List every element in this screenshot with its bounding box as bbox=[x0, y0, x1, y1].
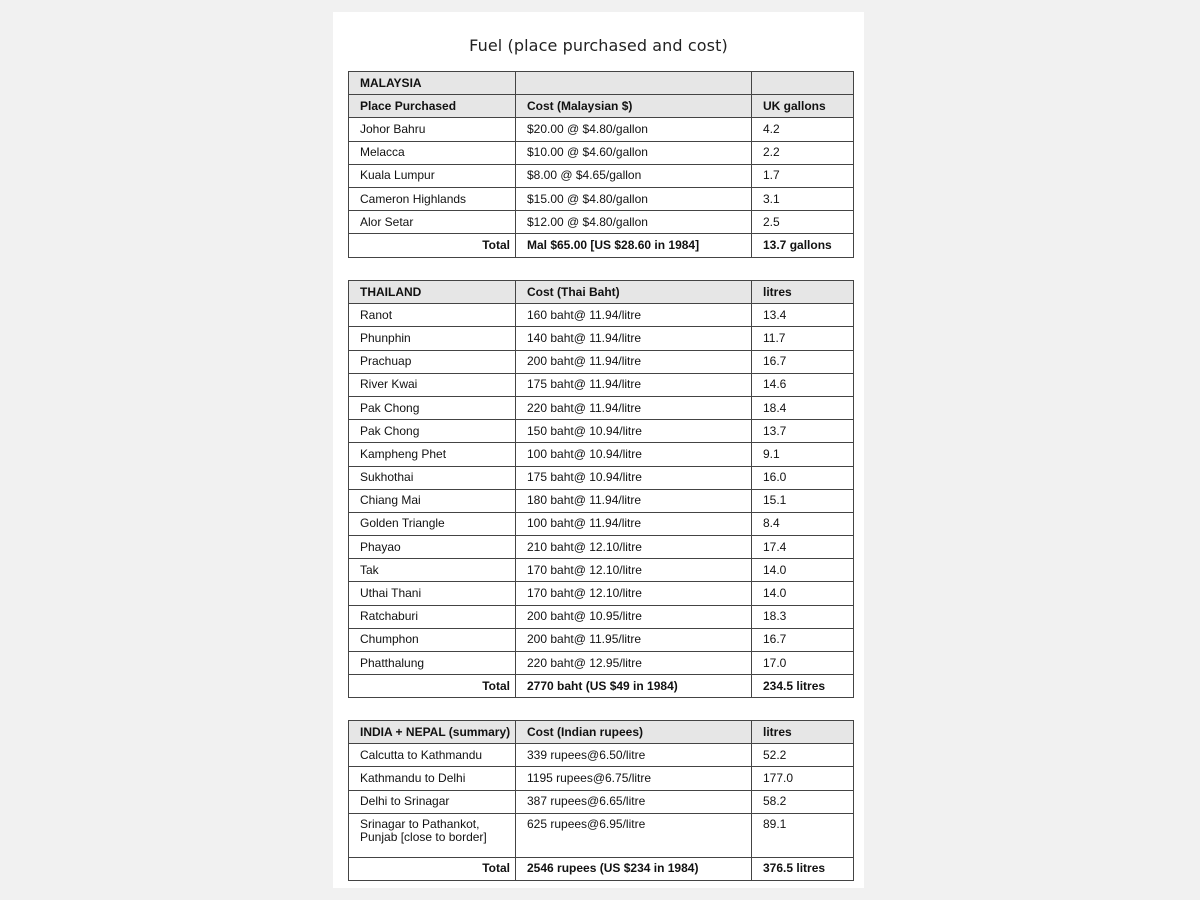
thailand-rows bbox=[349, 304, 854, 675]
place-cell: Calcutta to Kathmandu bbox=[349, 744, 516, 767]
cost-cell: 339 rupees@6.50/litre bbox=[516, 744, 752, 767]
table-row bbox=[349, 350, 854, 373]
volume-cell: 89.1 bbox=[752, 813, 854, 857]
column-header-region: INDIA + NEPAL (summary) bbox=[349, 721, 516, 744]
volume-cell: 1.7 bbox=[752, 164, 854, 187]
cost-cell: 100 baht@ 10.94/litre bbox=[516, 443, 752, 466]
table-row bbox=[349, 396, 854, 419]
total-cost: 2770 baht (US $49 in 1984) bbox=[516, 675, 752, 698]
cost-cell: 170 baht@ 12.10/litre bbox=[516, 582, 752, 605]
cost-cell: 100 baht@ 11.94/litre bbox=[516, 512, 752, 535]
place-cell: Pak Chong bbox=[349, 396, 516, 419]
cost-cell: 175 baht@ 10.94/litre bbox=[516, 466, 752, 489]
cost-cell: $10.00 @ $4.60/gallon bbox=[516, 141, 752, 164]
cost-cell: $8.00 @ $4.65/gallon bbox=[516, 164, 752, 187]
table-row bbox=[349, 489, 854, 512]
cost-cell: 200 baht@ 10.95/litre bbox=[516, 605, 752, 628]
table-row bbox=[349, 466, 854, 489]
place-cell: Kathmandu to Delhi bbox=[349, 767, 516, 790]
total-label: Total bbox=[349, 234, 516, 257]
place-cell: Alor Setar bbox=[349, 211, 516, 234]
table-row bbox=[349, 744, 854, 767]
thailand-header-body bbox=[349, 281, 854, 304]
column-header-volume: UK gallons bbox=[752, 95, 854, 118]
india-nepal-header-body bbox=[349, 721, 854, 744]
volume-cell: 17.0 bbox=[752, 652, 854, 675]
cost-cell: 170 baht@ 12.10/litre bbox=[516, 559, 752, 582]
place-cell: Ranot bbox=[349, 304, 516, 327]
cost-cell: 220 baht@ 12.95/litre bbox=[516, 652, 752, 675]
volume-cell: 14.0 bbox=[752, 582, 854, 605]
place-cell: Srinagar to Pathankot, Punjab [close to border] bbox=[349, 813, 516, 857]
column-header-cost: Cost (Indian rupees) bbox=[516, 721, 752, 744]
table-row bbox=[349, 211, 854, 234]
column-header-volume: litres bbox=[752, 281, 854, 304]
volume-cell: 16.0 bbox=[752, 466, 854, 489]
malaysia-header-row bbox=[349, 95, 854, 118]
table-row bbox=[349, 443, 854, 466]
total-volume: 234.5 litres bbox=[752, 675, 854, 698]
region-label: MALAYSIA bbox=[349, 72, 516, 95]
place-cell: Chumphon bbox=[349, 628, 516, 651]
cost-cell: 625 rupees@6.95/litre bbox=[516, 813, 752, 857]
place-cell: Kuala Lumpur bbox=[349, 164, 516, 187]
place-cell: Sukhothai bbox=[349, 466, 516, 489]
volume-cell: 4.2 bbox=[752, 118, 854, 141]
volume-cell: 18.4 bbox=[752, 396, 854, 419]
volume-cell: 11.7 bbox=[752, 327, 854, 350]
volume-cell: 15.1 bbox=[752, 489, 854, 512]
place-cell: Phayao bbox=[349, 536, 516, 559]
malaysia-rows bbox=[349, 118, 854, 234]
cost-cell: 210 baht@ 12.10/litre bbox=[516, 536, 752, 559]
cost-cell: 175 baht@ 11.94/litre bbox=[516, 373, 752, 396]
cost-cell: 387 rupees@6.65/litre bbox=[516, 790, 752, 813]
table-row bbox=[349, 582, 854, 605]
place-cell: Phunphin bbox=[349, 327, 516, 350]
india-nepal-table bbox=[348, 720, 854, 881]
volume-cell: 16.7 bbox=[752, 628, 854, 651]
total-label: Total bbox=[349, 857, 516, 880]
column-header-place: Place Purchased bbox=[349, 95, 516, 118]
table-row bbox=[349, 813, 854, 857]
volume-cell: 3.1 bbox=[752, 187, 854, 210]
cost-cell: $15.00 @ $4.80/gallon bbox=[516, 187, 752, 210]
place-cell: Tak bbox=[349, 559, 516, 582]
place-cell: Prachuap bbox=[349, 350, 516, 373]
cost-cell: 160 baht@ 11.94/litre bbox=[516, 304, 752, 327]
place-cell: Kampheng Phet bbox=[349, 443, 516, 466]
column-header-volume: litres bbox=[752, 721, 854, 744]
malaysia-region-row bbox=[349, 72, 854, 95]
volume-cell: 9.1 bbox=[752, 443, 854, 466]
total-volume: 13.7 gallons bbox=[752, 234, 854, 257]
cost-cell: 200 baht@ 11.94/litre bbox=[516, 350, 752, 373]
table-row bbox=[349, 605, 854, 628]
volume-cell: 13.7 bbox=[752, 420, 854, 443]
table-row bbox=[349, 790, 854, 813]
volume-cell: 17.4 bbox=[752, 536, 854, 559]
cost-cell: $12.00 @ $4.80/gallon bbox=[516, 211, 752, 234]
table-row bbox=[349, 628, 854, 651]
place-cell: Ratchaburi bbox=[349, 605, 516, 628]
volume-cell: 52.2 bbox=[752, 744, 854, 767]
volume-cell: 14.6 bbox=[752, 373, 854, 396]
thailand-header-row bbox=[349, 281, 854, 304]
place-cell: Phatthalung bbox=[349, 652, 516, 675]
cost-cell: 150 baht@ 10.94/litre bbox=[516, 420, 752, 443]
place-cell: Cameron Highlands bbox=[349, 187, 516, 210]
thailand-table bbox=[348, 280, 854, 698]
cost-cell: 140 baht@ 11.94/litre bbox=[516, 327, 752, 350]
empty-cell bbox=[752, 72, 854, 95]
cost-cell: 1195 rupees@6.75/litre bbox=[516, 767, 752, 790]
empty-cell bbox=[516, 72, 752, 95]
malaysia-table-body bbox=[349, 72, 854, 118]
document-page bbox=[333, 12, 864, 888]
cost-cell: 200 baht@ 11.95/litre bbox=[516, 628, 752, 651]
place-cell: Johor Bahru bbox=[349, 118, 516, 141]
column-header-cost: Cost (Malaysian $) bbox=[516, 95, 752, 118]
table-row bbox=[349, 767, 854, 790]
place-cell: Chiang Mai bbox=[349, 489, 516, 512]
place-cell: Uthai Thani bbox=[349, 582, 516, 605]
table-row bbox=[349, 118, 854, 141]
total-cost: 2546 rupees (US $234 in 1984) bbox=[516, 857, 752, 880]
place-cell: River Kwai bbox=[349, 373, 516, 396]
total-cost: Mal $65.00 [US $28.60 in 1984] bbox=[516, 234, 752, 257]
volume-cell: 18.3 bbox=[752, 605, 854, 628]
india-nepal-header-row bbox=[349, 721, 854, 744]
place-cell: Pak Chong bbox=[349, 420, 516, 443]
table-row bbox=[349, 373, 854, 396]
volume-cell: 2.2 bbox=[752, 141, 854, 164]
volume-cell: 8.4 bbox=[752, 512, 854, 535]
volume-cell: 2.5 bbox=[752, 211, 854, 234]
table-row bbox=[349, 141, 854, 164]
place-cell: Golden Triangle bbox=[349, 512, 516, 535]
malaysia-total-row bbox=[349, 234, 854, 257]
table-row bbox=[349, 559, 854, 582]
thailand-total-row bbox=[349, 675, 854, 698]
place-cell: Melacca bbox=[349, 141, 516, 164]
table-row bbox=[349, 420, 854, 443]
table-row bbox=[349, 536, 854, 559]
india-nepal-rows bbox=[349, 744, 854, 858]
total-volume: 376.5 litres bbox=[752, 857, 854, 880]
column-header-region: THAILAND bbox=[349, 281, 516, 304]
column-header-cost: Cost (Thai Baht) bbox=[516, 281, 752, 304]
table-row bbox=[349, 304, 854, 327]
table-row bbox=[349, 512, 854, 535]
malaysia-total-body bbox=[349, 234, 854, 257]
place-cell: Delhi to Srinagar bbox=[349, 790, 516, 813]
table-row bbox=[349, 187, 854, 210]
india-nepal-total-row bbox=[349, 857, 854, 880]
india-nepal-total-body bbox=[349, 857, 854, 880]
cost-cell: 180 baht@ 11.94/litre bbox=[516, 489, 752, 512]
malaysia-table bbox=[348, 71, 854, 258]
volume-cell: 177.0 bbox=[752, 767, 854, 790]
table-row bbox=[349, 327, 854, 350]
volume-cell: 14.0 bbox=[752, 559, 854, 582]
page-title: Fuel (place purchased and cost) bbox=[469, 36, 728, 55]
cost-cell: $20.00 @ $4.80/gallon bbox=[516, 118, 752, 141]
thailand-total-body bbox=[349, 675, 854, 698]
volume-cell: 16.7 bbox=[752, 350, 854, 373]
table-row bbox=[349, 164, 854, 187]
volume-cell: 58.2 bbox=[752, 790, 854, 813]
cost-cell: 220 baht@ 11.94/litre bbox=[516, 396, 752, 419]
volume-cell: 13.4 bbox=[752, 304, 854, 327]
table-row bbox=[349, 652, 854, 675]
total-label: Total bbox=[349, 675, 516, 698]
